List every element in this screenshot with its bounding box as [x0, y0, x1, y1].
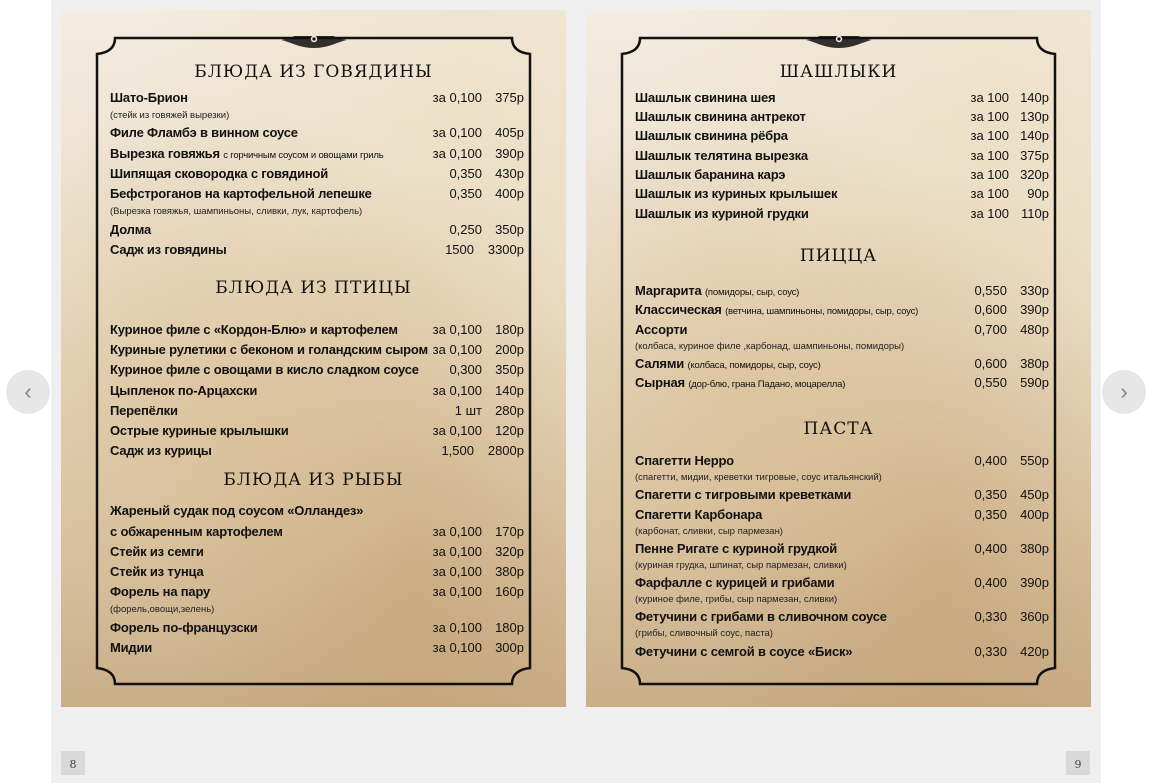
item-qty: за 0,100 [432, 620, 482, 635]
section-title: ШАШЛЫКИ [779, 62, 898, 82]
menu-item [635, 575, 1049, 593]
item-price: 390р [495, 146, 524, 161]
item-price: 320р [495, 544, 524, 559]
menu-item [110, 125, 524, 143]
section-title: БЛЮДА ИЗ ГОВЯДИНЫ [194, 62, 433, 82]
item-price: 390р [1020, 575, 1049, 590]
menu-item [635, 356, 1049, 374]
item-price: 300р [495, 640, 524, 655]
next-page-button[interactable] [1102, 370, 1146, 414]
item-name [635, 302, 918, 317]
item-qty: за 0,100 [432, 423, 482, 438]
menu-item [110, 503, 524, 521]
menu-item [635, 128, 1049, 146]
item-qty: за 0,100 [432, 342, 482, 357]
item-qty: за 100 [970, 167, 1009, 182]
item-name: Острые куриные крылышки [110, 423, 289, 438]
item-name [635, 283, 799, 298]
item-price: 140р [1020, 90, 1049, 105]
menu-item [635, 90, 1049, 108]
section-title: БЛЮДА ИЗ ПТИЦЫ [215, 278, 412, 298]
item-name: Филе Фламбэ в винном соусе [110, 125, 298, 140]
item-price: 400р [495, 186, 524, 201]
page-number-left: 8 [61, 751, 85, 775]
item-qty: 0,550 [974, 375, 1007, 390]
menu-item [635, 109, 1049, 127]
item-qty: 1,500 [441, 443, 474, 458]
item-qty: за 0,100 [432, 524, 482, 539]
item-name: Стейк из семги [110, 544, 204, 559]
item-name: Садж из говядины [110, 242, 227, 257]
item-name: Шашлык из куриной грудки [635, 206, 809, 221]
item-price: 390р [1020, 302, 1049, 317]
item-qty: 0,600 [974, 302, 1007, 317]
item-ingredients: (Вырезка говяжья, шампиньоны, сливки, лук, картофель) [110, 206, 363, 217]
menu-item [110, 403, 524, 421]
item-price: 130р [1020, 109, 1049, 124]
item-price: 110р [1021, 206, 1049, 221]
item-price: 160р [495, 584, 524, 599]
item-name: Мидии [110, 640, 153, 655]
menu-item [635, 541, 1049, 559]
item-price: 180р [495, 620, 524, 635]
item-price: 550р [1020, 453, 1049, 468]
menu-page-right [586, 10, 1091, 707]
menu-item [110, 524, 524, 542]
item-price: 430р [495, 166, 524, 181]
menu-item [635, 644, 1049, 662]
item-qty: 0,300 [449, 362, 482, 377]
item-name: Пенне Ригате с куриной грудкой [635, 541, 837, 556]
item-price: 375р [495, 90, 524, 105]
item-price: 450р [1020, 487, 1049, 502]
item-qty: 0,350 [974, 507, 1007, 522]
item-price: 320р [1020, 167, 1049, 182]
item-ingredients: (грибы, сливочный соус, паста) [635, 628, 773, 639]
item-name: Шипящая сковородка с говядиной [110, 166, 329, 181]
item-price: 480р [1020, 322, 1049, 337]
menu-item [635, 322, 1049, 340]
item-name: Куриные рулетики с беконом и голандским сыром [110, 342, 428, 357]
menu-item [110, 423, 524, 441]
item-qty: 0,400 [974, 453, 1007, 468]
prev-page-button[interactable] [6, 370, 50, 414]
item-qty: за 100 [970, 128, 1009, 143]
item-name: Куриное филе с овощами в кисло сладком соусе [110, 362, 419, 377]
menu-item [635, 283, 1049, 301]
menu-item [635, 507, 1049, 525]
menu-item [110, 90, 524, 108]
menu-item [110, 564, 524, 582]
item-ingredients: (стейк из говяжей вырезки) [110, 110, 230, 121]
item-ingredients: (колбаса, куриное филе ,карбонад, шампиньоны, помидоры) [635, 341, 905, 352]
menu-item [110, 146, 524, 164]
section-title: ПИЦЦА [799, 246, 878, 266]
item-name: Фетучини с грибами в сливочном соусе [635, 609, 887, 624]
menu-item [110, 166, 524, 184]
menu-item [635, 186, 1049, 204]
item-price: 590р [1020, 375, 1049, 390]
item-name: Шашлык свинина антрекот [635, 109, 806, 124]
item-qty: за 100 [970, 148, 1009, 163]
item-name: Спагетти с тигровыми креветками [635, 487, 852, 502]
item-name [635, 375, 845, 390]
item-name: Шашлык свинина рёбра [635, 128, 788, 143]
menu-item [635, 375, 1049, 393]
menu-item [635, 609, 1049, 627]
menu-item [635, 487, 1049, 505]
menu-item [635, 302, 1049, 320]
item-name: с обжаренным картофелем [110, 524, 283, 539]
item-price: 360р [1020, 609, 1049, 624]
item-qty: за 0,100 [432, 125, 482, 140]
item-qty: 0,600 [974, 356, 1007, 371]
section-title: ПАСТА [803, 419, 874, 439]
item-name: Стейк из тунца [110, 564, 204, 579]
menu-item [110, 342, 524, 360]
item-qty: 0,550 [974, 283, 1007, 298]
item-price: 405р [495, 125, 524, 140]
item-note: (колбаса, помидоры, сыр, соус) [687, 360, 821, 371]
item-name-text: Вырезка говяжья [110, 146, 220, 161]
page-number-right: 9 [1066, 751, 1090, 775]
item-qty: за 0,100 [432, 146, 482, 161]
item-price: 350р [495, 222, 524, 237]
menu-item [110, 362, 524, 380]
item-price: 170р [495, 524, 524, 539]
item-name: Форель по-французски [110, 620, 258, 635]
item-price: 180р [495, 322, 524, 337]
item-name: Цыпленок по-Арцахски [110, 383, 258, 398]
item-name: Шашлык телятина вырезка [635, 148, 808, 163]
item-note: с горчичным соусом и овощами гриль [223, 150, 384, 161]
chevron-right-icon: › [1120, 379, 1128, 404]
item-ingredients: (карбонат, сливки, сыр пармезан) [635, 526, 783, 537]
item-ingredients: (куриная грудка, шпинат, сыр пармезан, сливки) [635, 560, 847, 571]
item-price: 2800р [487, 443, 524, 458]
item-qty: за 0,100 [432, 383, 482, 398]
item-price: 380р [1020, 541, 1049, 556]
item-qty: 0,330 [974, 644, 1007, 659]
item-name: Перепёлки [110, 403, 178, 418]
item-qty: за 0,100 [432, 564, 482, 579]
menu-item [110, 322, 524, 340]
item-name: Садж из курицы [110, 443, 212, 458]
item-name: Куриное филе с «Кордон-Блю» и картофелем [110, 322, 398, 337]
item-qty: 0,350 [449, 186, 482, 201]
menu-item [635, 453, 1049, 471]
item-name: Шашлык свинина шея [635, 90, 776, 105]
item-note: (ветчина, шампиньоны, помидоры, сыр, соус) [725, 306, 919, 317]
item-name-text: Маргарита [635, 283, 702, 298]
menu-item [110, 584, 524, 602]
item-price: 120р [495, 423, 524, 438]
item-name: Шашлык из куриных крылышек [635, 186, 838, 201]
item-name: Спагетти Нерро [635, 453, 734, 468]
item-qty: за 100 [970, 90, 1009, 105]
item-price: 375р [1020, 148, 1049, 163]
item-price: 90р [1027, 186, 1049, 201]
item-price: 3300р [487, 242, 524, 257]
chevron-left-icon: ‹ [24, 379, 32, 404]
menu-item [635, 148, 1049, 166]
item-price: 350р [495, 362, 524, 377]
item-name: Жареный судак под соусом «Олландез» [110, 503, 364, 518]
item-ingredients: (форель,овощи,зелень) [110, 604, 215, 615]
menu-item [110, 544, 524, 562]
menu-item [110, 222, 524, 240]
item-qty: 1500 [445, 242, 474, 257]
menu-item [110, 620, 524, 638]
item-name: Спагетти Карбонара [635, 507, 763, 522]
item-price: 280р [495, 403, 524, 418]
item-qty: 0,400 [974, 575, 1007, 590]
item-name: Фарфалле с курицей и грибами [635, 575, 835, 590]
item-qty: 0,330 [974, 609, 1007, 624]
item-note: (помидоры, сыр, соус) [704, 287, 800, 298]
item-qty: 0,700 [974, 322, 1007, 337]
item-price: 400р [1020, 507, 1049, 522]
item-qty: за 100 [970, 109, 1009, 124]
menu-item [110, 383, 524, 401]
item-name-text: Классическая [635, 302, 722, 317]
item-ingredients: (куриное филе, грибы, сыр пармезан, сливки) [635, 594, 838, 605]
menu-item [635, 167, 1049, 185]
item-ingredients: (спагетти, мидии, креветки тигровые, соус итальянский) [635, 472, 882, 483]
item-name [110, 146, 384, 161]
menu-item [110, 242, 524, 260]
item-name: Форель на пару [110, 584, 211, 599]
item-name [635, 356, 821, 371]
item-price: 420р [1020, 644, 1049, 659]
section-title: БЛЮДА ИЗ РЫБЫ [223, 470, 404, 490]
item-name: Долма [110, 222, 151, 237]
item-qty: за 0,100 [432, 90, 482, 105]
item-qty: 0,350 [974, 487, 1007, 502]
item-qty: 0,250 [449, 222, 482, 237]
item-price: 380р [495, 564, 524, 579]
item-name-text: Сырная [635, 375, 685, 390]
item-price: 200р [495, 342, 524, 357]
item-qty: за 0,100 [432, 544, 482, 559]
item-qty: за 100 [970, 186, 1009, 201]
item-name-text: Салями [635, 356, 685, 371]
item-name: Шашлык баранина карэ [635, 167, 786, 182]
item-qty: 0,350 [449, 166, 482, 181]
menu-page-left [61, 10, 566, 707]
item-name: Ассорти [635, 322, 688, 337]
item-qty: за 0,100 [432, 322, 482, 337]
item-qty: за 100 [970, 206, 1009, 221]
item-name: Шато-Брион [110, 90, 188, 105]
menu-item [110, 640, 524, 658]
item-price: 140р [1020, 128, 1049, 143]
menu-item [635, 206, 1049, 224]
item-price: 140р [495, 383, 524, 398]
menu-item [110, 443, 524, 461]
menu-item [110, 186, 524, 204]
item-note: (дор-блю, грана Падано, моцарелла) [688, 379, 846, 390]
item-qty: за 0,100 [432, 640, 482, 655]
item-qty: 0,400 [974, 541, 1007, 556]
item-name: Фетучини с семгой в соусе «Биск» [635, 644, 853, 659]
item-qty: за 0,100 [432, 584, 482, 599]
item-name: Бефстроганов на картофельной лепешке [110, 186, 372, 201]
item-price: 380р [1020, 356, 1049, 371]
item-price: 330р [1020, 283, 1049, 298]
item-qty: 1 шт [454, 403, 482, 418]
